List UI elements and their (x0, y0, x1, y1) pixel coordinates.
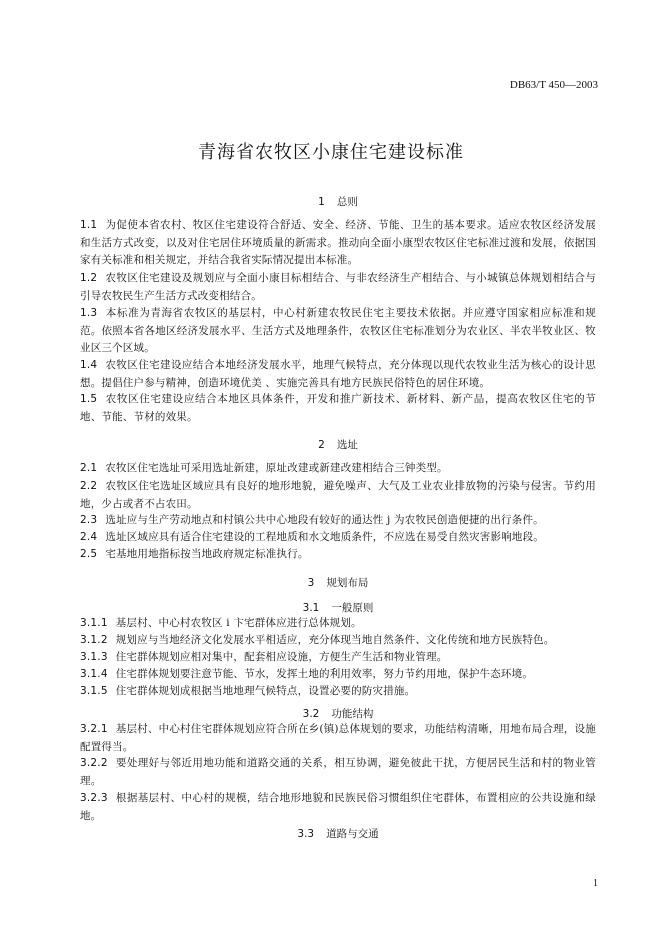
clause: 2.5 宅基地用地指标按当地政府规定标准执行。 (80, 548, 309, 560)
clause: 2.2 农牧区住宅选址区域应具有良好的地形地貌，避免噪声、大气及工业农业排放物的污染与侵害。节约用地，少占或者不占农田。 (80, 480, 596, 510)
subsection-heading: 3.1 一般原则 (302, 602, 374, 614)
page-number: 1 (593, 878, 598, 889)
subsection-heading: 3.3 道路与交通 (297, 828, 379, 840)
clause: 3.1.3 住宅群体规划应相对集中，配套相应设施，方便生产生活和物业管理。 (80, 651, 448, 663)
clause: 1.5 农牧区住宅建设应结合本地区具体条件，开发和推广新技术、新材料、新产品，提高农牧区住宅的节地、节能、节材的效果。 (80, 393, 596, 423)
clause: 3.2.2 要处理好与邻近用地功能和道路交通的关系，相互协调，避免彼此干扰，方便居民生活和村的物业管理。 (80, 757, 596, 787)
clause: 1.2 农牧区住宅建设及规划应与全面小康目标相结合、与非农经济生产相结合、与小城镇总体规划相结合与引导农牧民生产生活方式改变相结合。 (80, 272, 596, 302)
section-heading: 1 总则 (318, 196, 358, 208)
clause: 3.1.1 基层村、中心村农牧区 i 卞宅群体应进行总体规划。 (80, 617, 362, 629)
clause: 1.3 本标准为青海省农牧区的基层村，中心村新建农牧民住宅主要技术依据。并应遵守国家相应标准和规范。依照本省各地区经济发展水平、生活方式及地理条件，农牧区住宅标准划分为农业区、半农半牧业区、牧业区三个区域。 (80, 307, 596, 354)
clause: 3.2.1 基层村、中心村住宅群体规划应符合所在乡(镇)总体规划的要求，功能结构清晰，用地布局合理，设施配置得当。 (80, 723, 596, 753)
clause: 2.3 选址应与生产劳动地点和村镇公共中心地段有较好的通达性 j 为农牧民创造便捷的出行条件。 (80, 514, 544, 526)
clause: 1.4 农牧区住宅建设应结合本地经济发展水平，地理气候特点，充分体现以现代农牧业生活为核心的设计思想。提倡住户参与精神，创造环境优美 、实施完善具有地方民族民俗特色的居住环境。 (80, 359, 596, 389)
subsection-heading: 3.2 功能结构 (302, 708, 374, 720)
clause: 2.1 农牧区住宅选址可采用选址新建，原址改建或新建改建相结合三钟类型。 (80, 462, 448, 474)
standard-code: DB63/T 450—2003 (509, 79, 598, 91)
clause: 2.4 选址区域应具有适合住宅建设的工程地质和水文地质条件，不应选在易受自然灾害影响地段。 (80, 531, 545, 543)
clause: 3.1.2 规划应与当地经济文化发展水平相适应，充分体现当地自然条件、文化传统和地方民族特色。 (80, 634, 555, 646)
section-heading: 3 规划布局 (307, 577, 369, 589)
document-title: 青海省农牧区小康住宅建设标准 (198, 142, 464, 163)
clause: 1.1 为促使本省农村、牧区住宅建设符合舒适、安全、经济、节能、卫生的基本要求。适应农牧区经济发展和生活方式改变，以及对住宅居住环境质量的新需求。推动向全面小康型农牧区住宅标准过渡和发展，依据国家有关标准和相关规定，并结合我省实际情况提出本标准。 (80, 219, 596, 266)
section-heading: 2 选址 (318, 439, 358, 451)
clause: 3.1.4 住宅群体规划要注意节能、节水，发挥土地的利用效率，努力节约用地，保护牛态环境。 (80, 668, 534, 680)
clause: 3.2.3 根据基层村、中心村的规模，结合地形地貌和民族民俗习惯组织住宅群体，布置相应的公共设施和绿地。 (80, 792, 596, 822)
clause: 3.1.5 住宅群体规划成根据当地地理气候特点，设置必要的防灾措施。 (80, 685, 416, 697)
